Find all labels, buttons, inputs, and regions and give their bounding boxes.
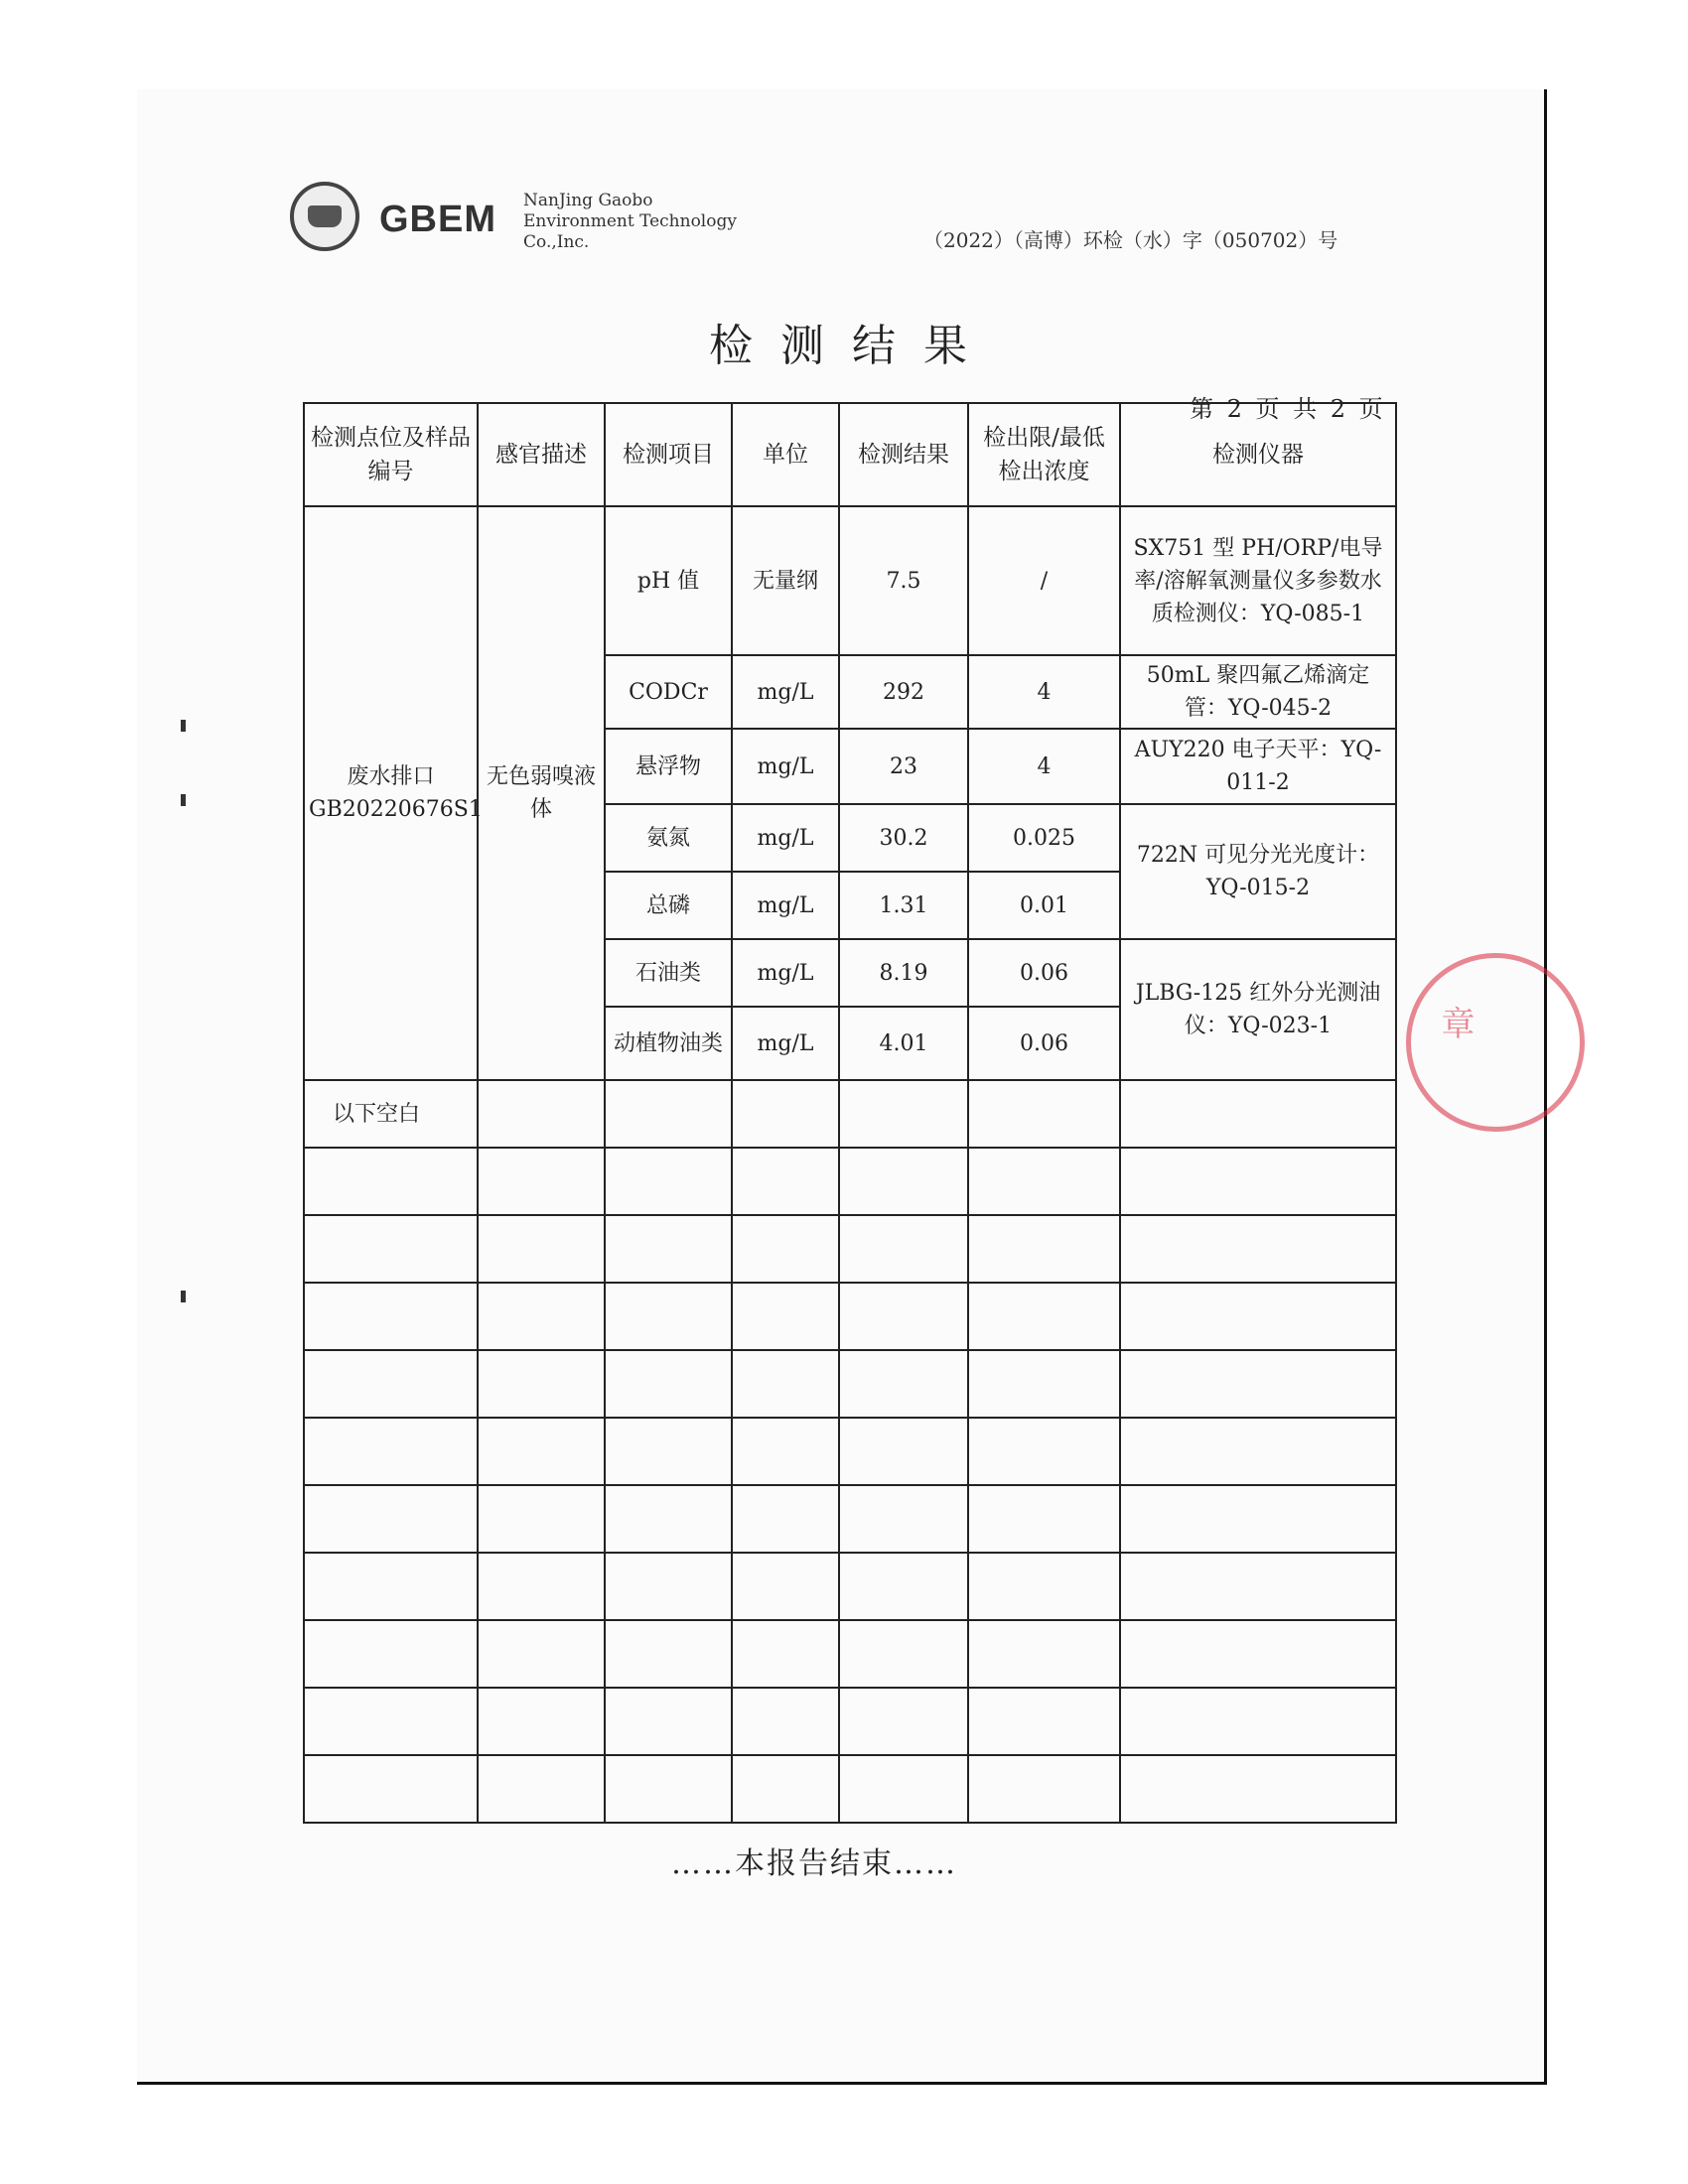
table-cell [839, 1350, 968, 1418]
result-cell: 23 [839, 729, 968, 804]
unit-cell: mg/L [732, 729, 839, 804]
table-cell [1120, 1418, 1396, 1485]
table-row [304, 1620, 1396, 1688]
header-cell: 检测仪器 [1120, 403, 1396, 506]
table-cell [478, 1553, 605, 1620]
results-table [303, 402, 1397, 1824]
blank-note: 以下空白 [304, 1080, 478, 1148]
table-cell [304, 1418, 478, 1485]
limit-cell: 0.06 [968, 1007, 1120, 1080]
official-stamp [1406, 953, 1585, 1132]
result-cell: 4.01 [839, 1007, 968, 1080]
table-cell [968, 1620, 1120, 1688]
page-indicator: 第 2 页 共 2 页 [1190, 395, 1386, 423]
table-cell [839, 1418, 968, 1485]
table-cell [304, 1283, 478, 1350]
table-cell [968, 1215, 1120, 1283]
table-cell [968, 1350, 1120, 1418]
table-row [304, 1080, 1396, 1148]
table-cell [478, 1080, 605, 1148]
company-line: Environment Technology [523, 211, 737, 231]
item-cell: 动植物油类 [605, 1007, 732, 1080]
table-cell [304, 1553, 478, 1620]
table-cell [839, 1620, 968, 1688]
table-cell [478, 1755, 605, 1823]
table-cell [839, 1283, 968, 1350]
unit-cell: mg/L [732, 872, 839, 939]
table-cell [732, 1148, 839, 1215]
table-cell [1120, 1215, 1396, 1283]
company-line: Co.,Inc. [523, 232, 590, 252]
header-cell: 检测点位及样品编号 [304, 403, 478, 506]
table-cell [968, 1485, 1120, 1553]
table-cell [1120, 1553, 1396, 1620]
company-seal-icon [290, 182, 359, 251]
result-cell: 292 [839, 655, 968, 729]
table-cell [732, 1215, 839, 1283]
item-cell: CODCr [605, 655, 732, 729]
instrument-cell: 50mL 聚四氟乙烯滴定管：YQ-045-2 [1120, 655, 1396, 729]
limit-cell: 4 [968, 729, 1120, 804]
table-cell [605, 1688, 732, 1755]
table-cell [1120, 1283, 1396, 1350]
item-cell: 总磷 [605, 872, 732, 939]
table-row [304, 1485, 1396, 1553]
table-cell [478, 1215, 605, 1283]
table-cell [732, 1350, 839, 1418]
table-cell [839, 1485, 968, 1553]
company-name [523, 191, 737, 253]
binding-mark [181, 794, 186, 806]
table-cell [1120, 1350, 1396, 1418]
table-cell [304, 1350, 478, 1418]
report-end-note: ……本报告结束…… [671, 1846, 957, 1881]
item-cell: 悬浮物 [605, 729, 732, 804]
limit-cell: 0.06 [968, 939, 1120, 1007]
instrument-cell: 722N 可见分光光度计：YQ-015-2 [1120, 804, 1396, 939]
unit-cell: mg/L [732, 655, 839, 729]
table-cell [478, 1148, 605, 1215]
table-cell [1120, 1080, 1396, 1148]
instrument-cell: JLBG-125 红外分光测油仪：YQ-023-1 [1120, 939, 1396, 1080]
table-cell [605, 1553, 732, 1620]
limit-cell: 4 [968, 655, 1120, 729]
report-number: （2022）（高博）环检（水）字（050702）号 [923, 228, 1338, 252]
table-cell [732, 1553, 839, 1620]
instrument-cell: SX751 型 PH/ORP/电导率/溶解氧测量仪多参数水质检测仪：YQ-085-1 [1120, 506, 1396, 655]
limit-cell: 0.01 [968, 872, 1120, 939]
table-cell [605, 1485, 732, 1553]
table-cell [304, 1485, 478, 1553]
table-cell [304, 1215, 478, 1283]
table-cell [478, 1688, 605, 1755]
table-cell [732, 1485, 839, 1553]
table-cell [605, 1350, 732, 1418]
table-cell [478, 1620, 605, 1688]
table-cell [839, 1553, 968, 1620]
table-cell [732, 1418, 839, 1485]
table-cell [1120, 1148, 1396, 1215]
header-cell: 单位 [732, 403, 839, 506]
binding-mark [181, 1291, 186, 1302]
table-row [304, 1688, 1396, 1755]
table-cell [839, 1215, 968, 1283]
stamp-text: 章 [1435, 1006, 1475, 1039]
table-cell [732, 1283, 839, 1350]
result-cell: 7.5 [839, 506, 968, 655]
unit-cell: mg/L [732, 804, 839, 872]
table-cell [478, 1418, 605, 1485]
table-cell [1120, 1688, 1396, 1755]
binding-mark [181, 720, 186, 732]
unit-cell: mg/L [732, 1007, 839, 1080]
table-cell [605, 1215, 732, 1283]
description-cell: 无色弱嗅液体 [478, 506, 605, 1080]
unit-cell: mg/L [732, 939, 839, 1007]
table-cell [478, 1485, 605, 1553]
table-cell [1120, 1755, 1396, 1823]
table-cell [605, 1418, 732, 1485]
unit-cell: 无量纲 [732, 506, 839, 655]
table-row [304, 1350, 1396, 1418]
table-cell [839, 1080, 968, 1148]
table-cell [605, 1080, 732, 1148]
table-cell [968, 1148, 1120, 1215]
table-cell [839, 1148, 968, 1215]
table-row [304, 1755, 1396, 1823]
table-cell [968, 1553, 1120, 1620]
result-cell: 30.2 [839, 804, 968, 872]
table-cell [605, 1620, 732, 1688]
table-row [304, 1215, 1396, 1283]
table-cell [1120, 1620, 1396, 1688]
table-cell [478, 1350, 605, 1418]
table-cell [732, 1080, 839, 1148]
table-cell [1120, 1485, 1396, 1553]
table-cell [839, 1688, 968, 1755]
table-row [304, 1418, 1396, 1485]
limit-cell: / [968, 506, 1120, 655]
table-row [304, 1553, 1396, 1620]
table-cell [478, 1283, 605, 1350]
header-cell: 检测项目 [605, 403, 732, 506]
table-row [304, 506, 1396, 655]
table-cell [732, 1620, 839, 1688]
table-cell [605, 1148, 732, 1215]
item-cell: pH 值 [605, 506, 732, 655]
table-cell [968, 1080, 1120, 1148]
table-cell [304, 1688, 478, 1755]
company-line: NanJing Gaobo [523, 191, 653, 210]
result-cell: 1.31 [839, 872, 968, 939]
table-cell [605, 1755, 732, 1823]
table-cell [605, 1283, 732, 1350]
table-cell [968, 1688, 1120, 1755]
table-cell [732, 1755, 839, 1823]
item-cell: 氨氮 [605, 804, 732, 872]
header-cell: 检测结果 [839, 403, 968, 506]
sample-location: 废水排口 [347, 764, 435, 789]
sample-location-cell [304, 506, 483, 1080]
table-row [304, 1148, 1396, 1215]
table-cell [839, 1755, 968, 1823]
header-cell: 检出限/最低检出浓度 [968, 403, 1120, 506]
table-cell [968, 1283, 1120, 1350]
table-cell [304, 1755, 478, 1823]
instrument-cell: AUY220 电子天平：YQ-011-2 [1120, 729, 1396, 804]
item-cell: 石油类 [605, 939, 732, 1007]
page-title: 检测结果 [709, 321, 995, 371]
table-cell [304, 1148, 478, 1215]
table-cell [732, 1688, 839, 1755]
company-logo-text: GBEM [379, 199, 496, 240]
table-cell [968, 1418, 1120, 1485]
table-header-row [304, 403, 1396, 506]
table-row [304, 1283, 1396, 1350]
table-cell [304, 1620, 478, 1688]
limit-cell: 0.025 [968, 804, 1120, 872]
result-cell: 8.19 [839, 939, 968, 1007]
table-cell [968, 1755, 1120, 1823]
sample-id: GB20220676S1 [309, 797, 483, 822]
header-cell: 感官描述 [478, 403, 605, 506]
